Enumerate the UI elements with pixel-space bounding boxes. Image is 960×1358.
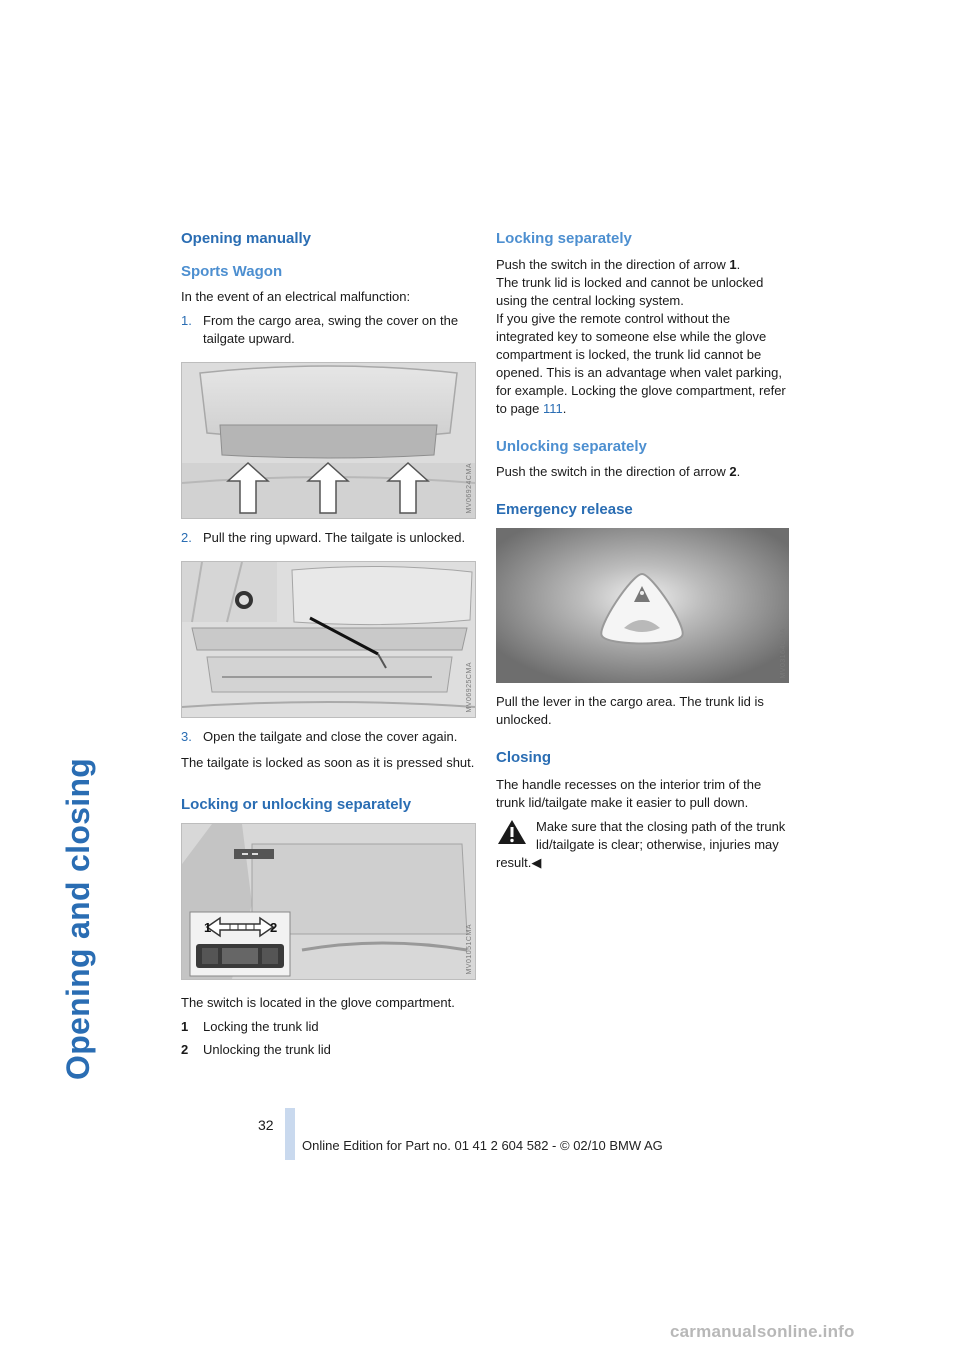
heading-locking-unlocking: Locking or unlocking separately xyxy=(181,796,412,813)
heading-opening-manually: Opening manually xyxy=(181,230,312,247)
warning-note xyxy=(496,818,791,878)
step-3-number: 3. xyxy=(181,729,192,744)
emergency-release-illustration xyxy=(496,528,789,683)
emergency-release-text: Pull the lever in the cargo area. The trunk lid is unlocked. xyxy=(496,694,764,727)
locking-central-text: The trunk lid is locked and cannot be unlocked using the central locking system. xyxy=(496,275,764,308)
locking-remote-text xyxy=(496,310,791,418)
locking-direction-prefix: Push the switch in the direction of arrow xyxy=(496,257,730,272)
page-reference-link[interactable]: 111 xyxy=(543,401,563,416)
step-1-number: 1. xyxy=(181,313,192,328)
arrow-number-1: 1 xyxy=(729,257,737,272)
step-2-number: 2. xyxy=(181,530,192,545)
left-column xyxy=(181,230,476,1064)
unlocking-direction-prefix: Push the switch in the direction of arrow xyxy=(496,464,730,479)
locking-direction-text xyxy=(496,256,791,274)
step-3 xyxy=(181,728,476,746)
legend-item xyxy=(181,1018,476,1036)
step-2-text: Pull the ring upward. The tailgate is unlocked. xyxy=(203,530,466,545)
subheading-sports-wagon: Sports Wagon xyxy=(181,263,283,280)
right-column xyxy=(496,230,791,878)
figure-emergency-release xyxy=(496,528,789,683)
tailgate-locked-note: The tailgate is locked as soon as it is pressed shut. xyxy=(181,755,475,770)
legend-number: 1 xyxy=(181,1019,189,1034)
heading-locking-separately: Locking separately xyxy=(496,230,632,247)
figure-code: MV01051CMA xyxy=(466,924,473,975)
glove-switch-illustration xyxy=(182,824,475,979)
locking-remote-suffix: . xyxy=(562,401,567,416)
page-number: 32 xyxy=(258,1117,274,1133)
figure-code: MV06924CMA xyxy=(466,463,473,514)
warning-triangle-icon xyxy=(496,818,528,846)
legend-text: Unlocking the trunk lid xyxy=(203,1042,331,1057)
ring-pull-illustration xyxy=(182,562,475,717)
end-mark-icon: ◀ xyxy=(531,855,542,870)
locking-remote-body: If you give the remote control without the integrated key to someone else while the glove compartment is locked, the trunk lid cannot be opened. This is an advantage when valet parking, for example. Locking the glove compartment, refer to page xyxy=(496,311,786,416)
warning-text xyxy=(496,818,791,872)
site-watermark: carmanualsonline.info xyxy=(670,1322,855,1341)
figure-glove-switch xyxy=(181,823,476,980)
legend-text: Locking the trunk lid xyxy=(203,1019,319,1034)
arrow-label-2: 2 xyxy=(270,920,278,935)
arrow-number-2: 2 xyxy=(729,464,737,479)
heading-unlocking-separately: Unlocking separately xyxy=(496,438,647,455)
footer-edition-text: Online Edition for Part no. 01 41 2 604 582 - © 02/10 BMW AG xyxy=(302,1138,663,1153)
heading-closing: Closing xyxy=(496,749,551,766)
legend-item xyxy=(181,1041,476,1059)
step-3-text: Open the tailgate and close the cover again. xyxy=(203,729,458,744)
legend-number: 2 xyxy=(181,1042,189,1057)
step-1-text: From the cargo area, swing the cover on the tailgate upward. xyxy=(203,313,459,346)
intro-text: In the event of an electrical malfunction: xyxy=(181,289,411,304)
unlocking-direction-suffix: . xyxy=(736,464,741,479)
step-2 xyxy=(181,529,476,547)
closing-text: The handle recesses on the interior trim of the trunk lid/tailgate make it easier to pull down. xyxy=(496,777,762,810)
figure-code: MV03164CMA xyxy=(780,628,787,679)
footer-accent-bar xyxy=(285,1108,295,1160)
side-title-text: Opening and closing xyxy=(60,757,96,1080)
figure-code: MV06925CMA xyxy=(466,662,473,713)
switch-location-text: The switch is located in the glove compartment. xyxy=(181,995,455,1010)
heading-emergency-release: Emergency release xyxy=(496,501,633,518)
figure-ring-pull xyxy=(181,561,476,718)
arrow-label-1: 1 xyxy=(204,920,212,935)
figure-tailgate-cover xyxy=(181,362,476,519)
tailgate-cover-illustration xyxy=(182,363,475,518)
step-1 xyxy=(181,312,476,348)
locking-direction-suffix: . xyxy=(736,257,741,272)
unlocking-direction-text xyxy=(496,463,791,481)
warning-body: Make sure that the closing path of the trunk lid/tailgate is clear; otherwise, injuries may result. xyxy=(496,819,786,870)
